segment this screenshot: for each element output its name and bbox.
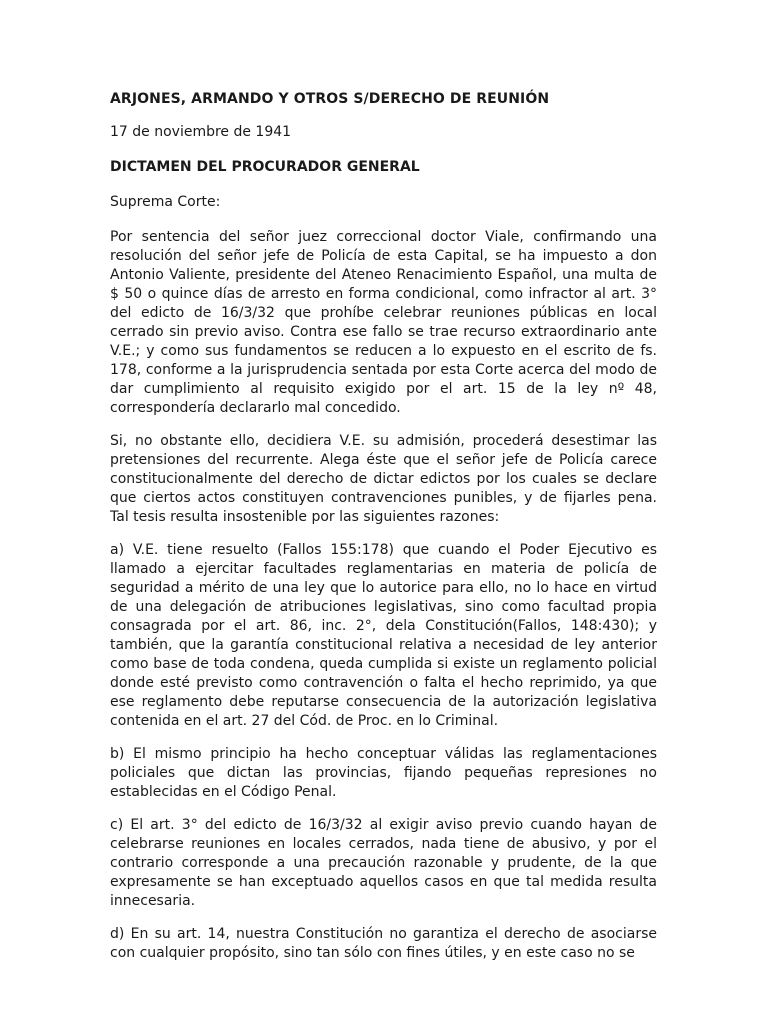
salutation: Suprema Corte: [110,194,221,210]
body-paragraph: Por sentencia del señor juez correccional doctor Viale, confirmando una resolución del señor jefe de Policía de esta Capital, se ha impuesto a don Antonio Valiente, presidente del Ateneo Renacimiento Español, una multa de $ 50 o quince días de arresto en forma condicional, como infractor al art. 3° del edicto de 16/3/32 que prohíbe celebrar reuniones públicas en local cerrado sin previo aviso. Contra ese fallo se trae recurso extraordinario ante V.E.; y como sus fundamentos se reducen a lo expuesto en el escrito de fs. 178, conforme a la jurisprudencia sentada por esta Corte acerca del modo de dar cumplimiento al requisito exigido por el art. 15 de la ley nº 48, correspondería declararlo mal concedido. [110,229,657,416]
section-title: DICTAMEN DEL PROCURADOR GENERAL [110,159,420,175]
body-paragraph: d) En su art. 14, nuestra Constitución no garantiza el derecho de asociarse con cualquier propósito, sino tan sólo con fines útiles, y en este caso no se [110,926,657,961]
body-paragraph: c) El art. 3° del edicto de 16/3/32 al exigir aviso previo cuando hayan de celebrarse reuniones en locales cerrados, nada tiene de abusivo, y por el contrario corresponde a una precaución razonable y prudente, de la que expresamente se han exceptuado aquellos casos en que tal medida resulta innecesaria. [110,817,657,909]
body-paragraph: a) V.E. tiene resuelto (Fallos 155:178) que cuando el Poder Ejecutivo es llamado a ejercitar facultades reglamentarias en materia de policía de seguridad a mérito de una ley que lo autorice para ello, no lo hace en virtud de una delegación de atribuciones legislativas, sino como facultad propia consagrada por el art. 86, inc. 2°, dela Constitución(Fallos, 148:430); y también, que la garantía constitucional relativa a necesidad de ley anterior como base de toda condena, queda cumplida si existe un reglamento policial donde esté previsto como contravención o falta el hecho reprimido, ya que ese reglamento debe reputarse consecuencia de la autorización legislativa contenida en el art. 27 del Cód. de Proc. en lo Criminal. [110,542,657,729]
body-paragraph: Si, no obstante ello, decidiera V.E. su admisión, procederá desestimar las pretensiones del recurrente. Alega éste que el señor jefe de Policía carece constitucionalmente del derecho de dictar edictos por los cuales se declare que ciertos actos constituyen contravenciones punibles, y de fijarles pena. Tal tesis resulta insostenible por las siguientes razones: [110,433,657,525]
body-paragraph: b) El mismo principio ha hecho conceptuar válidas las reglamentaciones policiales que dictan las provincias, fijando pequeñas represiones no establecidas en el Código Penal. [110,746,657,800]
case-title: ARJONES, ARMANDO Y OTROS S/DERECHO DE REUNIÓN [110,91,550,107]
document-date: 17 de noviembre de 1941 [110,124,292,140]
document-page [110,90,657,977]
